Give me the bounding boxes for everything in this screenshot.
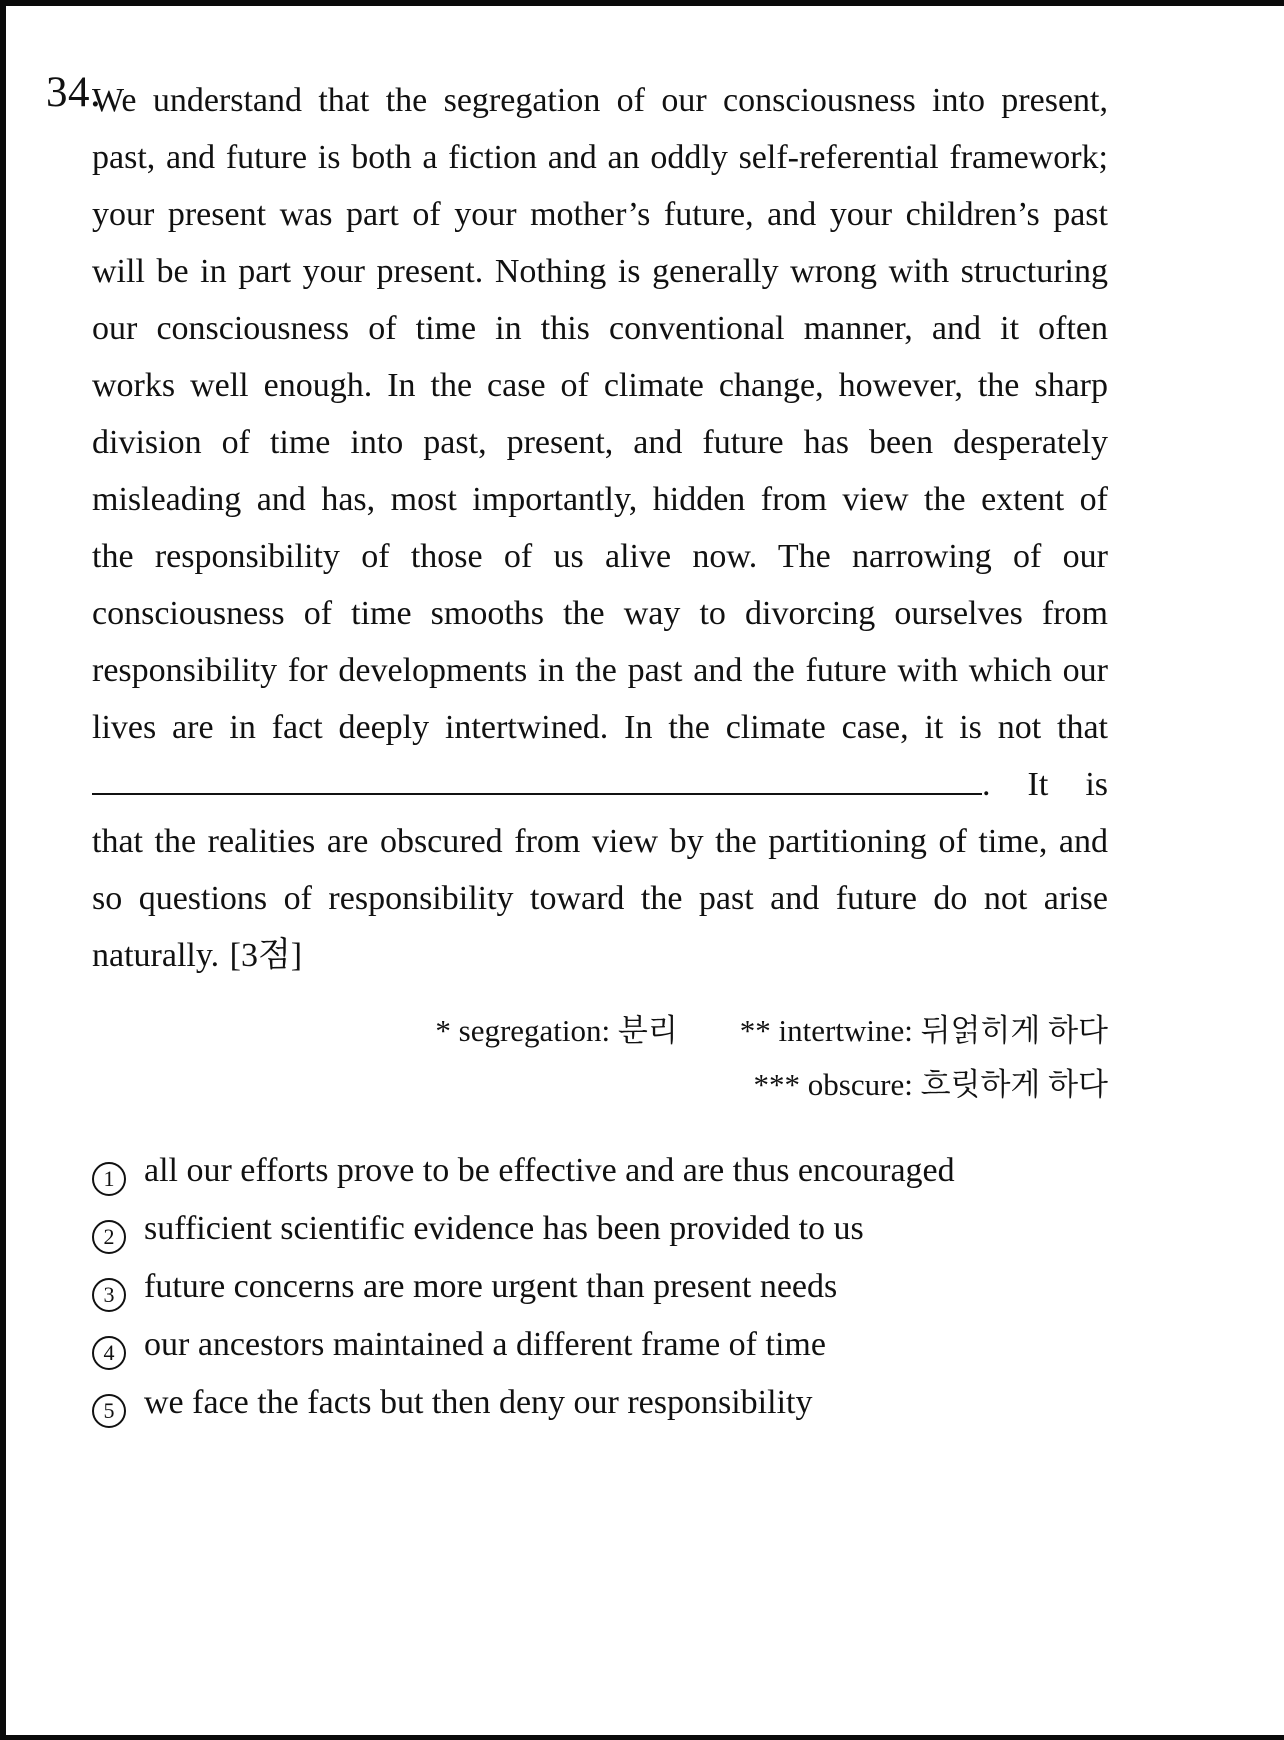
choice-1-text: all our efforts prove to be effective and are thus encouraged — [144, 1152, 955, 1189]
blank-suffix-text: . It is — [982, 766, 1108, 803]
choice-3-text: future concerns are more urgent than present needs — [144, 1268, 838, 1305]
choice-row-2 — [92, 1200, 1108, 1258]
answer-choices — [92, 1142, 1108, 1432]
choice-3-marker: 3 — [92, 1278, 126, 1312]
passage-text-after-blank: that the realities are obscured from view by the partitioning of time, and so questions of responsibility toward the past and future do not arise naturally. — [92, 823, 1108, 974]
choice-4-marker: 4 — [92, 1336, 126, 1370]
question-passage — [92, 72, 1108, 984]
glossary — [92, 1004, 1108, 1112]
glossary-line-2: *** obscure: 흐릿하게 하다 — [753, 1067, 1108, 1102]
question-number: 34. — [46, 69, 102, 116]
choice-row-1 — [92, 1142, 1108, 1200]
choice-2-marker: 2 — [92, 1220, 126, 1254]
choice-row-5 — [92, 1374, 1108, 1432]
fill-in-blank-line — [92, 764, 982, 795]
passage-text-before-blank: We understand that the segregation of our consciousness into present, past, and future is both a fiction and an oddly self-referential framework; your present was part of your mother’s future, and your children’s past will be in part your present. Nothing is generally wrong with structuring our consciousness of time in this conventional manner, and it often works well enough. In the case of climate change, however, the sharp division of time into past, present, and future has been desperately misleading and has, most importantly, hidden from view the extent of the responsibility of those of us alive now. The narrowing of our consciousness of time smooths the way to divorcing ourselves from responsibility for developments in the past and the future with which our lives are in fact deeply intertwined. In the climate case, it is not that — [92, 82, 1108, 746]
choice-1-marker: 1 — [92, 1162, 126, 1196]
choice-row-4 — [92, 1316, 1108, 1374]
choice-2-text: sufficient scientific evidence has been provided to us — [144, 1210, 864, 1247]
choice-row-3 — [92, 1258, 1108, 1316]
choice-5-text: we face the facts but then deny our responsibility — [144, 1384, 813, 1421]
choice-4-text: our ancestors maintained a different frame of time — [144, 1326, 826, 1363]
glossary-line-1: * segregation: 분리 ** intertwine: 뒤얽히게 하다 — [435, 1013, 1108, 1048]
question-points: [3점] — [229, 937, 303, 974]
choice-5-marker: 5 — [92, 1394, 126, 1428]
